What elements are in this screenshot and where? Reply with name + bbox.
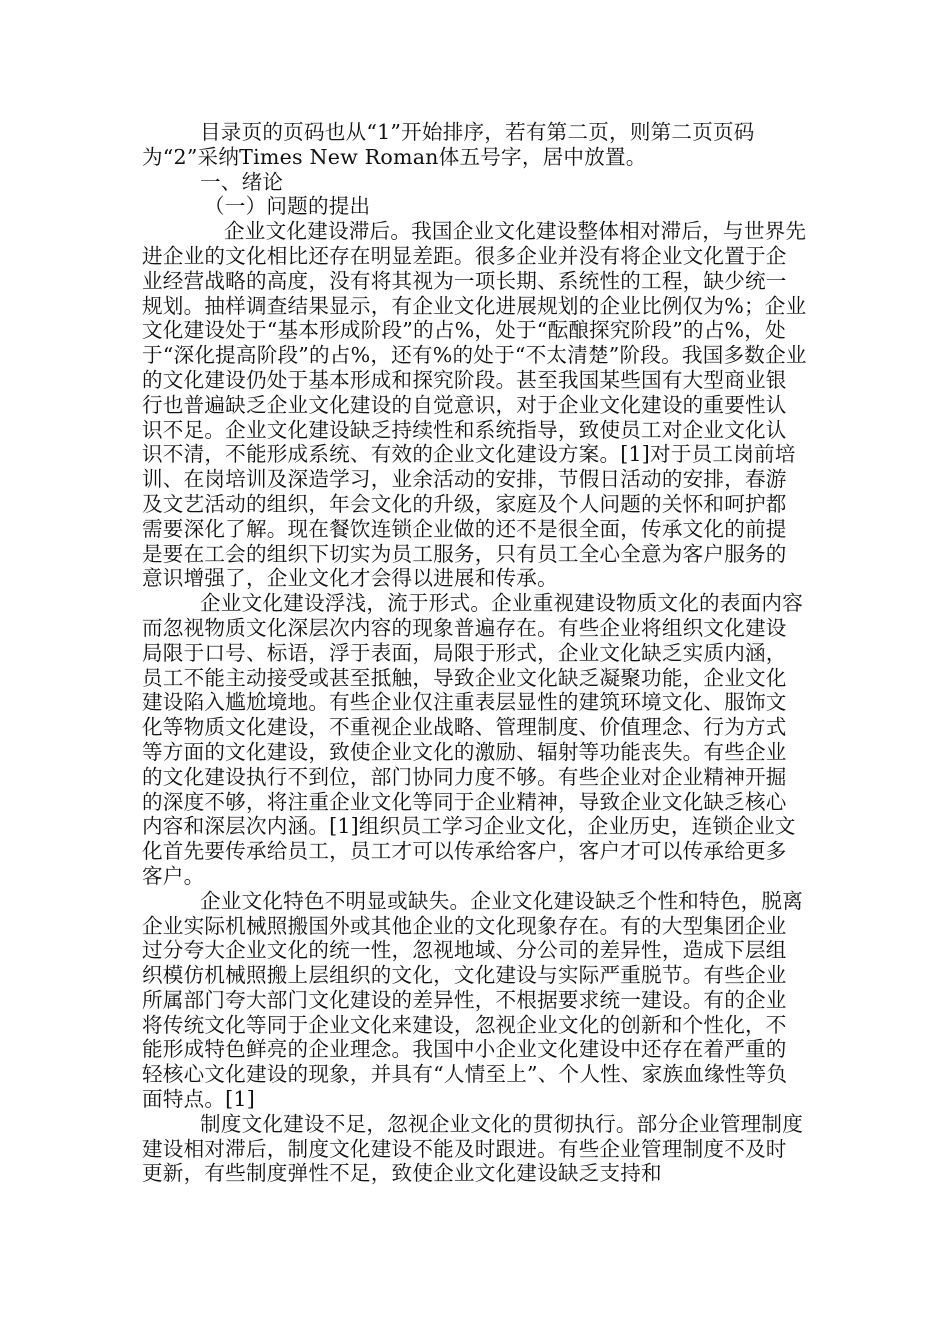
intro-paragraph: 目录页的页码也从“1”开始排序，若有第二页，则第二页页码为“2”采纳Times New Roman体五号字，居中放置。 xyxy=(142,120,755,169)
body-paragraph-1: 企业文化建设滞后。我国企业文化建设整体相对滞后，与世界先进企业的文化相比还存在明显差距。很多企业并没有将企业文化置于企业经营战略的高度，没有将其视为一项长期、系统性的工程，缺少统一规划。抽样调查结果显示，有企业文化进展规划的企业比例仅为%；企业文化建设处于“基本形成阶段”的占%，处于“酝酿探究阶段”的占%，处于“深化提高阶段”的占%，还有%的处于“不太清楚”阶段。我国多数企业的文化建设仍处于基本形成和探究阶段。甚至我国某些国有大型商业银行也普遍缺乏企业文化建设的自觉意识，对于企业文化建设的重要性认识不足。企业文化建设缺乏持续性和系统指导，致使员工对企业文化认识不清，不能形成系统、有效的企业文化建设方案。[1]对于员工岗前培训、在岗培训及深造学习，业余活动的安排，节假日活动的安排，春游及文艺活动的组织，年会文化的升级，家庭及个人问题的关怀和呵护都需要深化了解。现在餐饮连锁企业做的还不是很全面，传承文化的前提是要在工会的组织下切实为员工服务，只有员工全心全意为客户服务的意识增强了，企业文化才会得以进展和传承。 xyxy=(142,219,807,591)
body-paragraph-3: 企业文化特色不明显或缺失。企业文化建设缺乏个性和特色，脱离企业实际机械照搬国外或其他企业的文化现象存在。有的大型集团企业过分夸大企业文化的统一性，忽视地域、分公司的差异性，造成下层组织模仿机械照搬上层组织的文化，文化建设与实际严重脱节。有些企业所属部门夸大部门文化建设的差异性，不根据要求统一建设。有的企业将传统文化等同于企业文化来建设，忽视企业文化的创新和个性化，不能形成特色鲜亮的企业理念。我国中小企业文化建设中还存在着严重的轻核心文化建设的现象，并具有“人情至上”、个人性、家族血缘性等负面特点。[1] xyxy=(142,888,804,1112)
body-paragraph-4: 制度文化建设不足，忽视企业文化的贯彻执行。部分企业管理制度建设相对滞后，制度文化建设不能及时跟进。有些企业管理制度不及时更新，有些制度弹性不足，致使企业文化建设缺乏支持和 xyxy=(142,1111,804,1186)
section-heading: 一、绪论 xyxy=(200,169,284,194)
document-body xyxy=(142,120,807,1186)
body-paragraph-2: 企业文化建设浮浅，流于形式。企业重视建设物质文化的表面内容而忽视物质文化深层次内容的现象普遍存在。有些企业将组织文化建设局限于口号、标语，浮于表面，局限于形式，企业文化缺乏实质内涵，员工不能主动接受或甚至抵触，导致企业文化缺乏凝聚功能，企业文化建设陷入尴尬境地。有些企业仅注重表层显性的建筑环境文化、服饰文化等物质文化建设，不重视企业战略、管理制度、价值理念、行为方式等方面的文化建设，致使企业文化的激励、辐射等功能丧失。有些企业的文化建设执行不到位，部门协同力度不够。有些企业对企业精神开掘的深度不够，将注重企业文化等同于企业精神，导致企业文化缺乏核心内容和深层次内涵。[1]组织员工学习企业文化，企业历史，连锁企业文化首先要传承给员工，员工才可以传承给客户，客户才可以传承给更多客户。 xyxy=(142,591,804,888)
subsection-heading: （一）问题的提出 xyxy=(204,194,371,219)
